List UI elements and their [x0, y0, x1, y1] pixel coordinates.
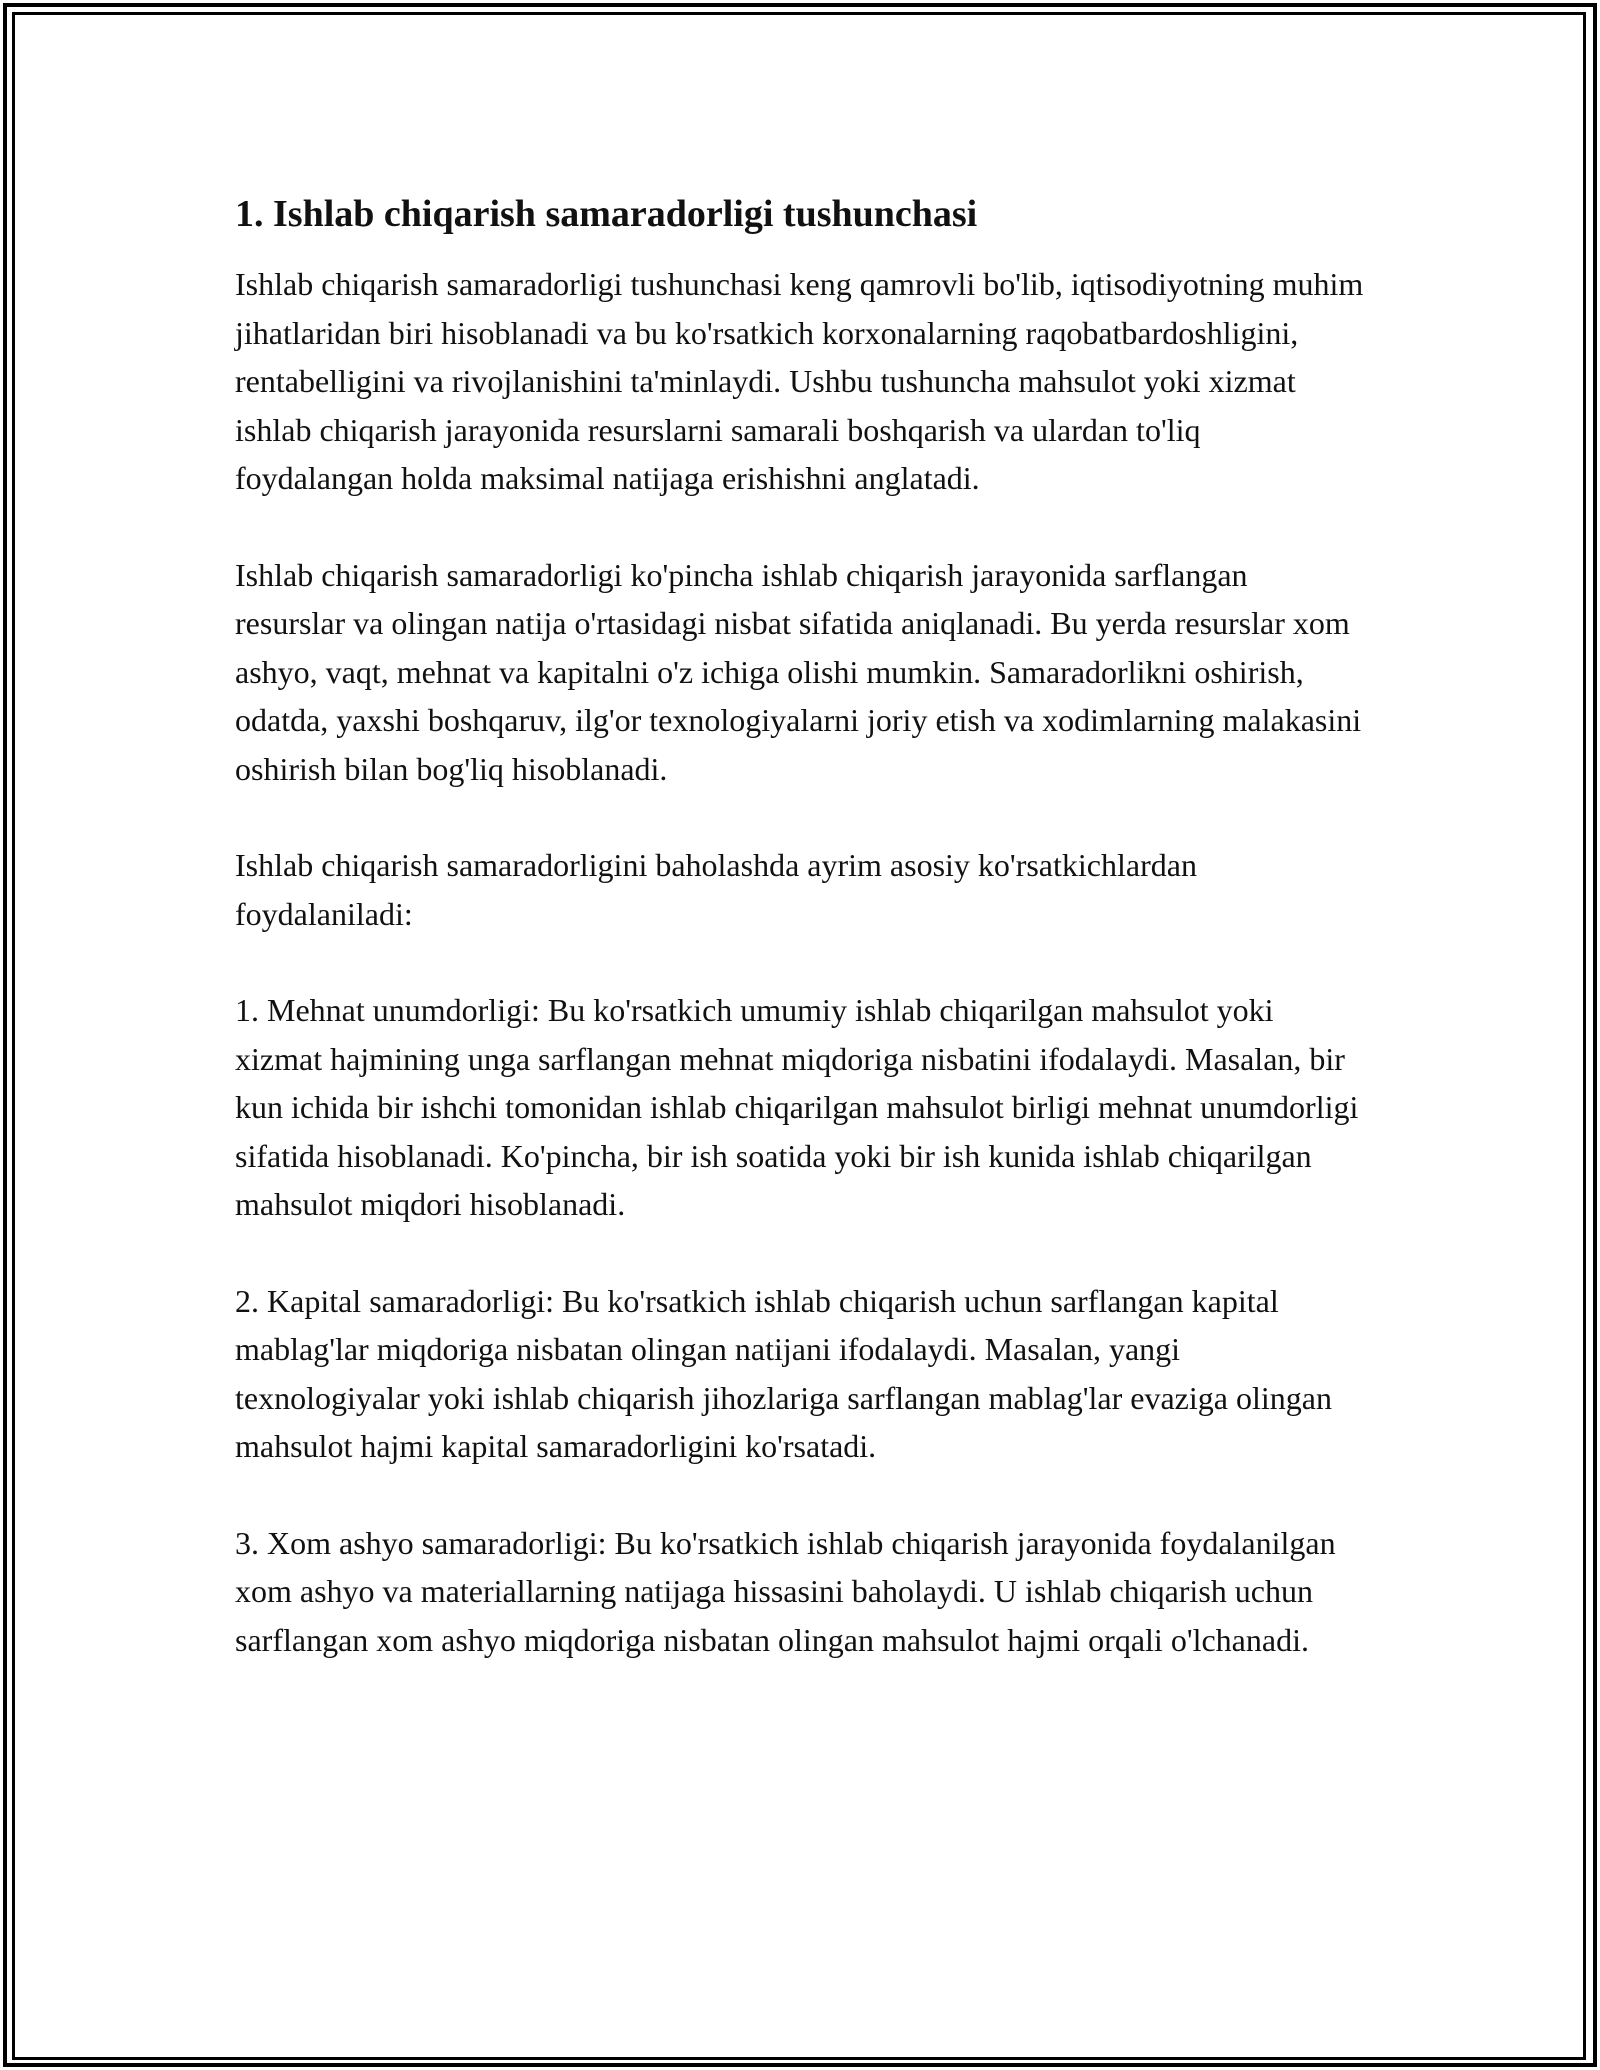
list-item-raw-material-efficiency: 3. Xom ashyo samaradorligi: Bu ko'rsatkich ishlab chiqarish jarayonida foydalanilgan xom ashyo va materiallarning natijaga hissasini baholaydi. U ishlab chiqarish uchun sarflangan xom ashyo miqdoriga nisbatan olingan mahsulot hajmi orqali o'lchanadi.: [235, 1524, 1336, 1658]
paragraph-indicators-intro: Ishlab chiqarish samaradorligini baholashda ayrim asosiy ko'rsatkichlardan foydalaniladi:: [235, 847, 1197, 932]
section-title: 1. Ishlab chiqarish samaradorligi tushunchasi: [235, 193, 978, 235]
document-body: [235, 188, 1365, 1712]
list-item-labor-productivity: 1. Mehnat unumdorligi: Bu ko'rsatkich umumiy ishlab chiqarilgan mahsulot yoki xizmat hajmining unga sarflangan mehnat miqdoriga nisbatini ifodalaydi. Masalan, bir kun ichida bir ishchi tomonidan ishlab chiqarilgan mahsulot birligi mehnat unumdorligi sifatida hisoblanadi. Ko'pincha, bir ish soatida yoki bir ish kunida ishlab chiqarilgan mahsulot miqdori hisoblanadi.: [235, 992, 1359, 1222]
paragraph-intro: Ishlab chiqarish samaradorligi tushunchasi keng qamrovli bo'lib, iqtisodiyotning muhim jihatlaridan biri hisoblanadi va bu ko'rsatkich korxonalarning raqobatbardoshligini, rentabelligini va rivojlanishini ta'minlaydi. Ushbu tushuncha mahsulot yoki xizmat ishlab chiqarish jarayonida resurslarni samarali boshqarish va ulardan to'liq foydalangan holda maksimal natijaga erishishni anglatadi.: [235, 266, 1364, 496]
paragraph-definition: Ishlab chiqarish samaradorligi ko'pincha ishlab chiqarish jarayonida sarflangan resurslar va olingan natija o'rtasidagi nisbat sifatida aniqlanadi. Bu yerda resurslar xom ashyo, vaqt, mehnat va kapitalni o'z ichiga olishi mumkin. Samaradorlikni oshirish, odatda, yaxshi boshqaruv, ilg'or texnologiyalarni joriy etish va xodimlarning malakasini oshirish bilan bog'liq hisoblanadi.: [235, 556, 1362, 787]
list-item-capital-efficiency: 2. Kapital samaradorligi: Bu ko'rsatkich ishlab chiqarish uchun sarflangan kapital mablag'lar miqdoriga nisbatan olingan natijani ifodalaydi. Masalan, yangi texnologiyalar yoki ishlab chiqarish jihozlariga sarflangan mablag'lar evaziga olingan mahsulot hajmi kapital samaradorligini ko'rsatadi.: [235, 1282, 1332, 1464]
